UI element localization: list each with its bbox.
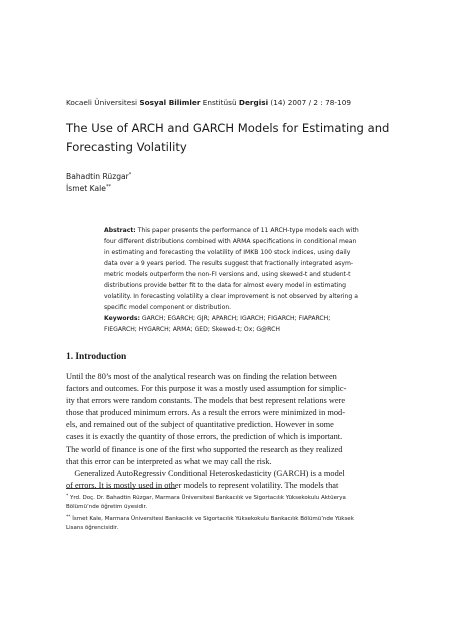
abstract-line: metric models outperform the non-FI versions and, using skewed-t and student-t	[104, 271, 351, 278]
body-line: of errors. It is mostly used in other models to represent volatility. The models that	[66, 480, 339, 490]
abstract-line: data over a 9 years period. The results suggest that fractionally integrated asym-	[104, 260, 354, 267]
journal-bold-2: Dergisi	[238, 98, 269, 107]
keywords-line: FIEGARCH; HYGARCH; ARMA; GED; Skewed-t; Ox; G@RCH	[104, 326, 280, 333]
abstract-line: volatility. In forecasting volatility a clear improvement is not observed by altering a	[104, 293, 358, 300]
journal-bold: Sosyal Bilimler	[139, 98, 201, 107]
abstract-label: Abstract:	[104, 227, 136, 234]
author-footnote-mark: **	[105, 184, 111, 190]
title-line: Forecasting Volatility	[66, 140, 187, 154]
paper-title	[66, 119, 390, 157]
abstract-line: four different distributions combined with ARMA specifications in conditional mean	[104, 238, 357, 245]
body-line: Generalized AutoRegressiv Conditional Heteroskedasticity (GARCH) is a model	[66, 468, 345, 478]
abstract-line: distributions provide better fit to the data for almost every model in estimating	[104, 282, 347, 289]
keywords-text: GARCH; EGARCH; GJR; APARCH; IGARCH; FIGARCH; FIAPARCH;	[139, 315, 331, 322]
journal-middle: Enstitüsü	[200, 98, 239, 107]
section-body	[66, 371, 392, 492]
body-line: factors and outcomes. For this purpose it was a mostly used assumption for simplic-	[66, 384, 347, 394]
body-line: those that produced minimum errors. As a result the errors were minimized in mod-	[66, 408, 345, 418]
abstract-block	[104, 225, 359, 335]
abstract-line	[104, 225, 359, 236]
body-line: The world of finance is one of the first who supported the research as they realized	[66, 444, 343, 454]
body-line: ity that errors were random constants. The models that best represent relations were	[66, 396, 346, 406]
journal-suffix: (14) 2007 / 2 : 78-109	[268, 98, 351, 107]
abstract-line: in estimating and forecasting the volatility of IMKB 100 stock indices, using daily	[104, 249, 351, 256]
footnote-line	[66, 492, 396, 503]
footnotes	[66, 492, 396, 534]
author-name: İsmet Kale	[66, 184, 106, 193]
author-footnote-mark: *	[128, 172, 132, 178]
keywords-line	[104, 313, 354, 324]
body-line: els, and remained out of the subject of quantitative prediction. However in some	[66, 420, 334, 430]
abstract-text: This paper presents the performance of 11 ARCH-type models each with	[135, 227, 359, 234]
journal-prefix: Kocaeli Üniversitesi	[66, 98, 140, 107]
journal-header	[66, 98, 396, 107]
footnote-text: İsmet Kale, Marmara Üniversitesi Bankacılık ve Sigortacılık Yüksekokulu Bankacılık Bölümü’nde Yüksek	[70, 515, 354, 522]
body-line: cases it is exactly the quantity of those errors, the prediction of which is important.	[66, 432, 343, 442]
footnote-line	[66, 513, 396, 524]
body-line: that this error can be interpreted as what we may call the risk.	[66, 456, 272, 466]
title-line: The Use of ARCH and GARCH Models for Estimating and	[66, 121, 390, 135]
footnote-text: Yrd. Doç. Dr. Bahadtin Rüzgar, Marmara Üniversitesi Bankacılık ve Sigortacılık Yüksekokulu Aktüerya	[68, 495, 346, 501]
footnote-mark: **	[66, 514, 71, 520]
section-heading: 1. Introduction	[66, 352, 127, 362]
footnote-line: Bölümü’nde öğretim üyesidir.	[66, 504, 148, 511]
body-line: Until the 80’s most of the analytical research was on finding the relation between	[66, 372, 337, 381]
footnote-line: Lisans öğrencisidir.	[66, 525, 119, 532]
keywords-label: Keywords:	[104, 315, 140, 322]
abstract-line: specific model component or distribution.	[104, 304, 232, 311]
author-name: Bahadtin Rüzgar	[66, 172, 129, 181]
author	[66, 182, 131, 194]
footnote-rule	[66, 488, 176, 489]
author	[66, 170, 131, 182]
author-list	[66, 170, 131, 194]
footnote-mark: *	[66, 494, 69, 499]
